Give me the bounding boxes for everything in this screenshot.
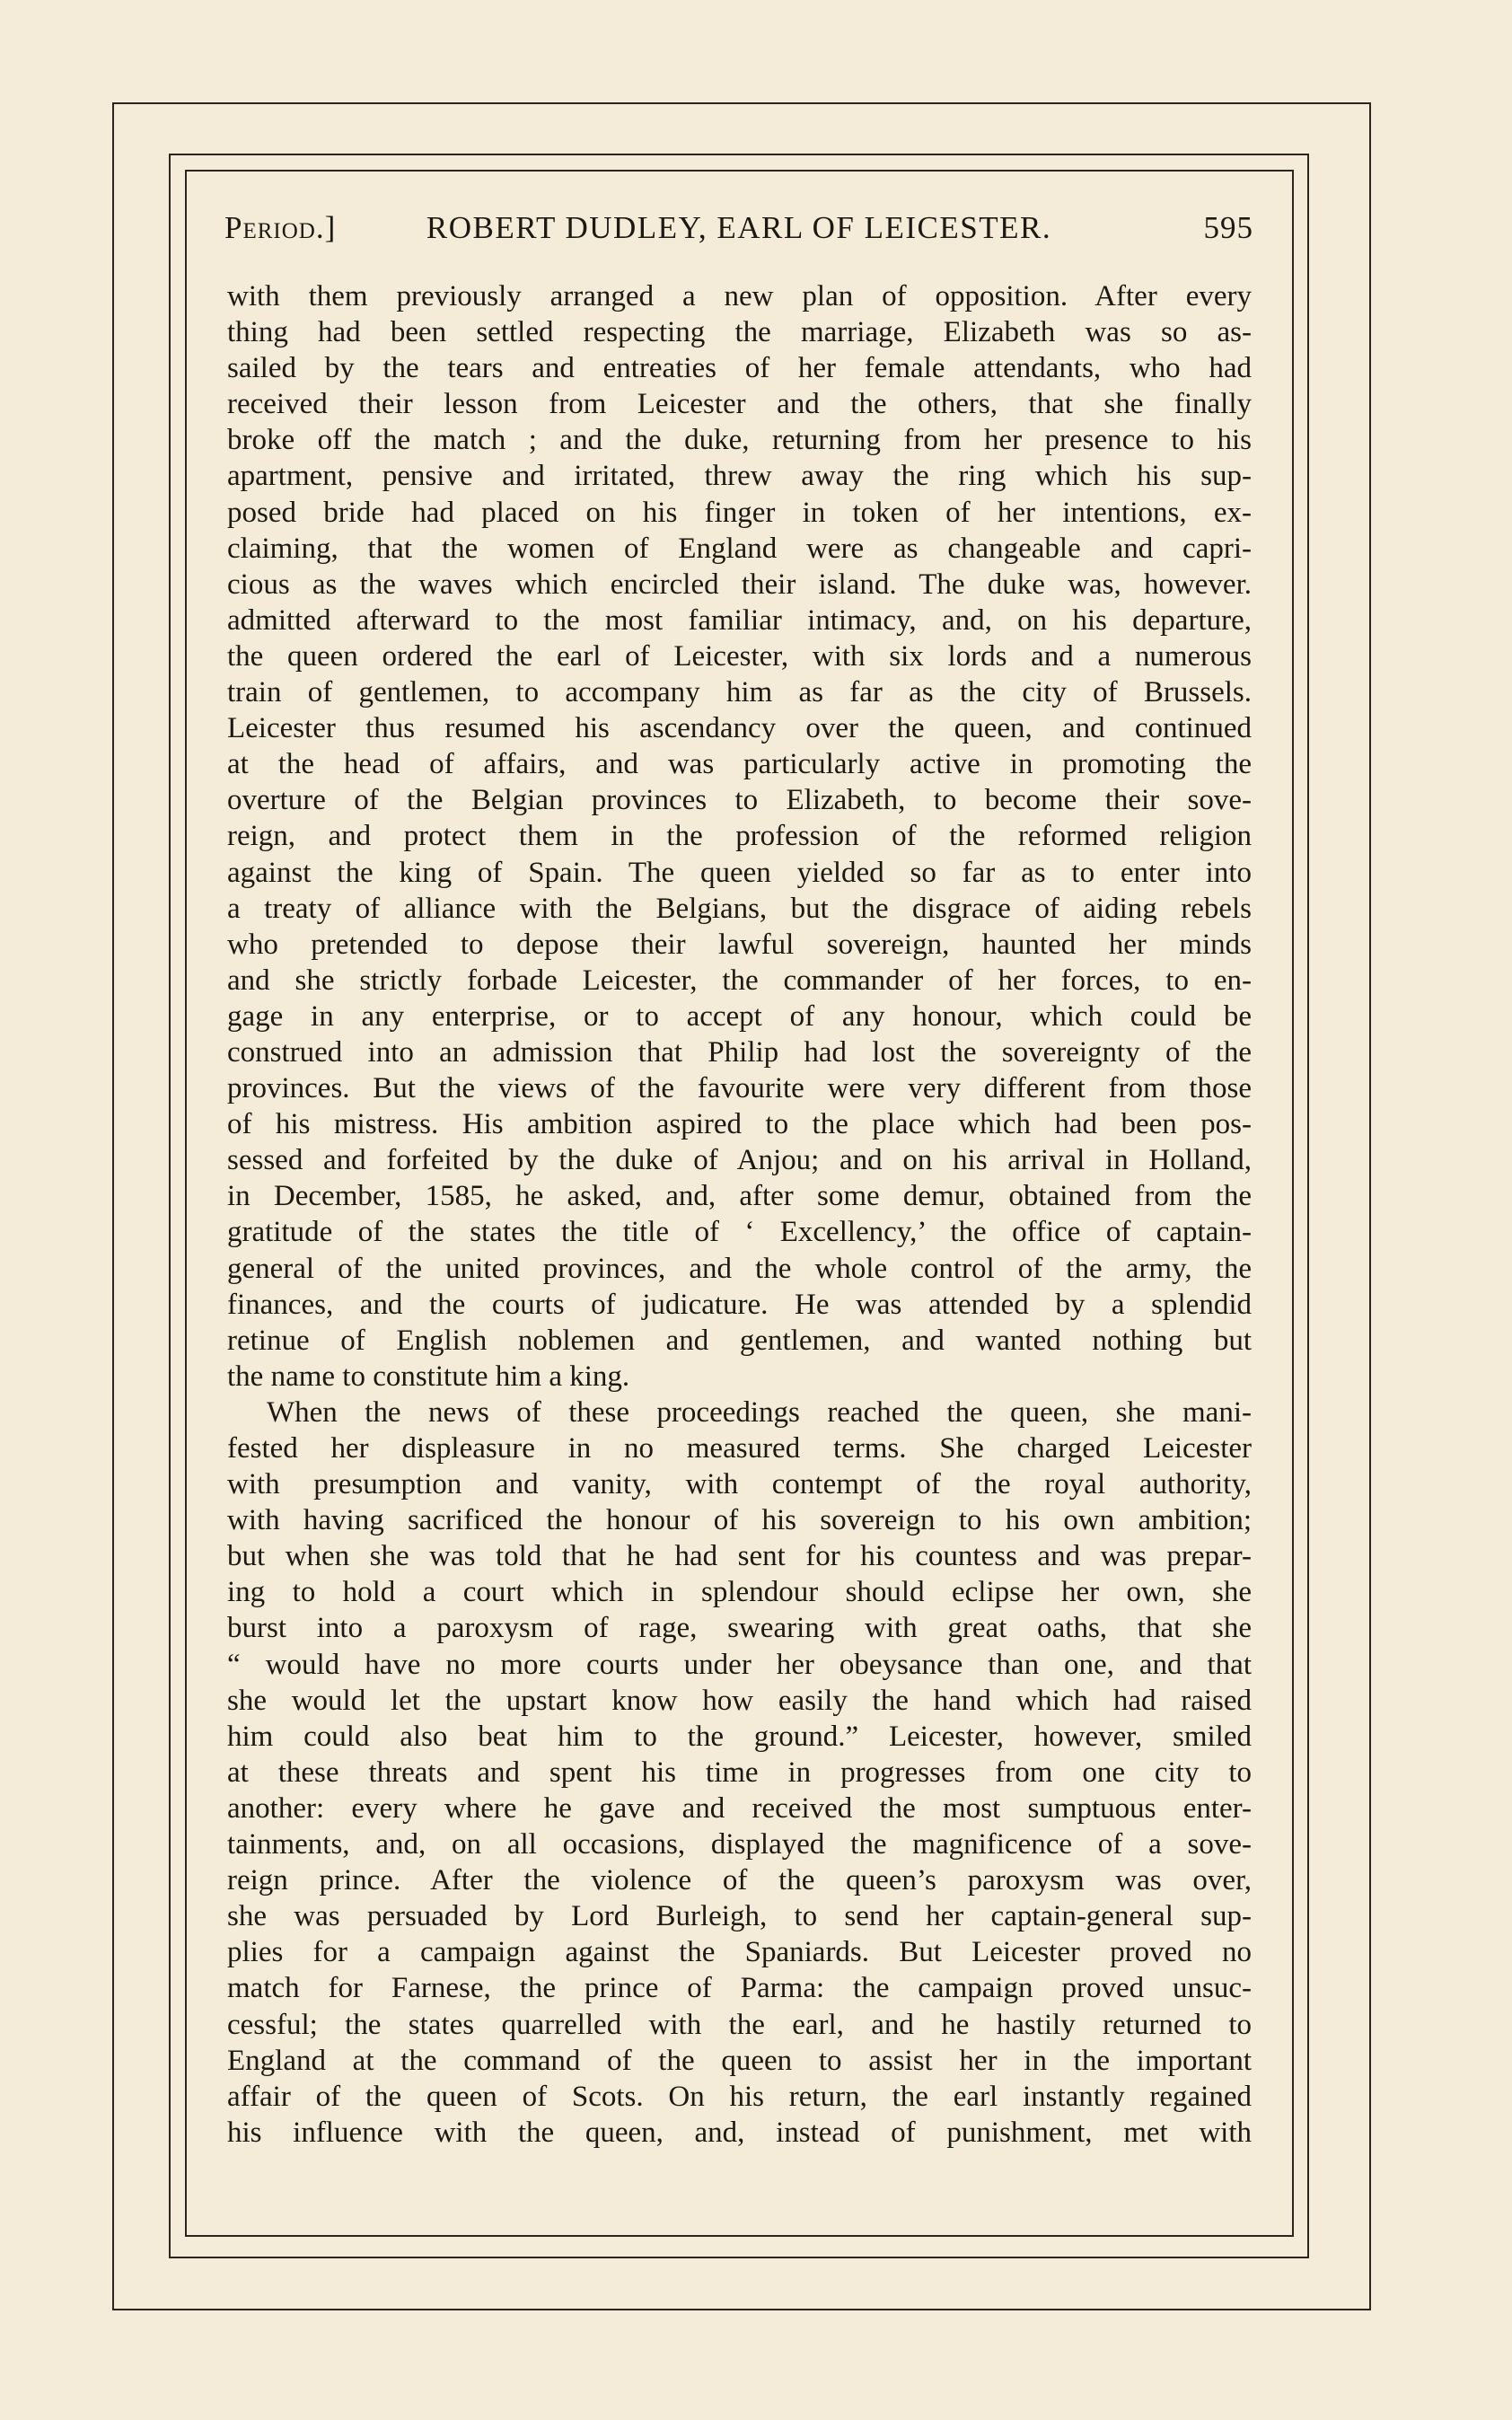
text-line: broke off the match ; and the duke, returning from her presence to his <box>227 424 1252 457</box>
text-line: his influence with the queen, and, instead of punishment, met with <box>227 2116 1252 2149</box>
text-line: train of gentlemen, to accompany him as far as the city of Brussels. <box>227 676 1252 709</box>
text-line: provinces. But the views of the favourite were very different from those <box>227 1072 1252 1105</box>
text-line: in December, 1585, he asked, and, after some demur, obtained from the <box>227 1180 1252 1213</box>
text-line: sailed by the tears and entreaties of her female attendants, who had <box>227 352 1252 385</box>
body-text <box>227 278 1252 2151</box>
text-line: construed into an admission that Philip had lost the sovereignty of the <box>227 1035 1252 1069</box>
text-line: she would let the upstart know how easily the hand which had raised <box>227 1684 1252 1717</box>
text-line: cessful; the states quarrelled with the earl, and he hastily returned to <box>227 2008 1252 2041</box>
text-line: and she strictly forbade Leicester, the commander of her forces, to en- <box>227 964 1252 997</box>
page-title: ROBERT DUDLEY, EARL OF LEICESTER. <box>426 210 1052 245</box>
text-line: match for Farnese, the prince of Parma: the campaign proved unsuc- <box>227 1972 1252 2005</box>
text-line: apartment, pensive and irritated, threw away the ring which his sup- <box>227 460 1252 493</box>
text-line: at these threats and spent his time in progresses from one city to <box>227 1756 1252 1789</box>
text-line: another: every where he gave and received the most sumptuous enter- <box>227 1791 1252 1825</box>
text-line: reign, and protect them in the profession of the reformed religion <box>227 820 1252 853</box>
text-line: England at the command of the queen to assist her in the important <box>227 2044 1252 2077</box>
text-line: the queen ordered the earl of Leicester, with six lords and a numerous <box>227 639 1252 673</box>
text-line: with having sacrificed the honour of his sovereign to his own ambition; <box>227 1504 1252 1537</box>
text-line: him could also beat him to the ground.” Leicester, however, smiled <box>227 1720 1252 1753</box>
text-line: gage in any enterprise, or to accept of any honour, which could be <box>227 999 1252 1033</box>
text-line: at the head of affairs, and was particularly active in promoting the <box>227 748 1252 781</box>
page-number: 595 <box>1203 210 1253 245</box>
text-line: gratitude of the states the title of ‘ Excellency,’ the office of captain- <box>227 1216 1252 1249</box>
text-line: claiming, that the women of England were as changeable and capri- <box>227 532 1252 565</box>
text-line: she was persuaded by Lord Burleigh, to send her captain-general sup- <box>227 1900 1252 1933</box>
text-line: tainments, and, on all occasions, displayed the magnificence of a sove- <box>227 1828 1252 1861</box>
text-line: reign prince. After the violence of the queen’s paroxysm was over, <box>227 1864 1252 1897</box>
text-line: but when she was told that he had sent for his countess and was prepar- <box>227 1540 1252 1573</box>
text-line: cious as the waves which encircled their island. The duke was, however. <box>227 568 1252 601</box>
text-line: When the news of these proceedings reached the queen, she mani- <box>267 1395 1252 1429</box>
text-line: against the king of Spain. The queen yielded so far as to enter into <box>227 856 1252 889</box>
text-line: who pretended to depose their lawful sovereign, haunted her minds <box>227 928 1252 961</box>
text-line: the name to constitute him a king. <box>227 1360 630 1393</box>
text-line: overture of the Belgian provinces to Elizabeth, to become their sove- <box>227 784 1252 817</box>
running-head <box>224 203 1253 257</box>
text-line: retinue of English noblemen and gentlemen, and wanted nothing but <box>227 1324 1252 1357</box>
text-line: posed bride had placed on his finger in token of her intentions, ex- <box>227 496 1252 529</box>
text-line: thing had been settled respecting the marriage, Elizabeth was so as- <box>227 316 1252 349</box>
text-line: sessed and forfeited by the duke of Anjou; and on his arrival in Holland, <box>227 1144 1252 1177</box>
text-line: with presumption and vanity, with contempt of the royal authority, <box>227 1468 1252 1501</box>
text-line: finances, and the courts of judicature. He was attended by a splendid <box>227 1288 1252 1321</box>
text-line: fested her displeasure in no measured terms. She charged Leicester <box>227 1432 1252 1465</box>
text-line: with them previously arranged a new plan of opposition. After every <box>227 280 1252 312</box>
text-line: general of the united provinces, and the whole control of the army, the <box>227 1252 1252 1285</box>
text-line: a treaty of alliance with the Belgians, but the disgrace of aiding rebels <box>227 892 1252 925</box>
text-line: affair of the queen of Scots. On his return, the earl instantly regained <box>227 2080 1252 2113</box>
section-label: Period.] <box>224 210 337 245</box>
text-line: Leicester thus resumed his ascendancy over the queen, and continued <box>227 712 1252 745</box>
text-line: admitted afterward to the most familiar intimacy, and, on his departure, <box>227 603 1252 637</box>
text-line: ing to hold a court which in splendour should eclipse her own, she <box>227 1576 1252 1609</box>
text-line: “ would have no more courts under her obeysance than one, and that <box>227 1648 1252 1681</box>
text-line: received their lesson from Leicester and the others, that she finally <box>227 388 1252 421</box>
text-line: of his mistress. His ambition aspired to the place which had been pos- <box>227 1108 1252 1141</box>
text-line: plies for a campaign against the Spaniards. But Leicester proved no <box>227 1936 1252 1969</box>
text-line: burst into a paroxysm of rage, swearing with great oaths, that she <box>227 1612 1252 1645</box>
